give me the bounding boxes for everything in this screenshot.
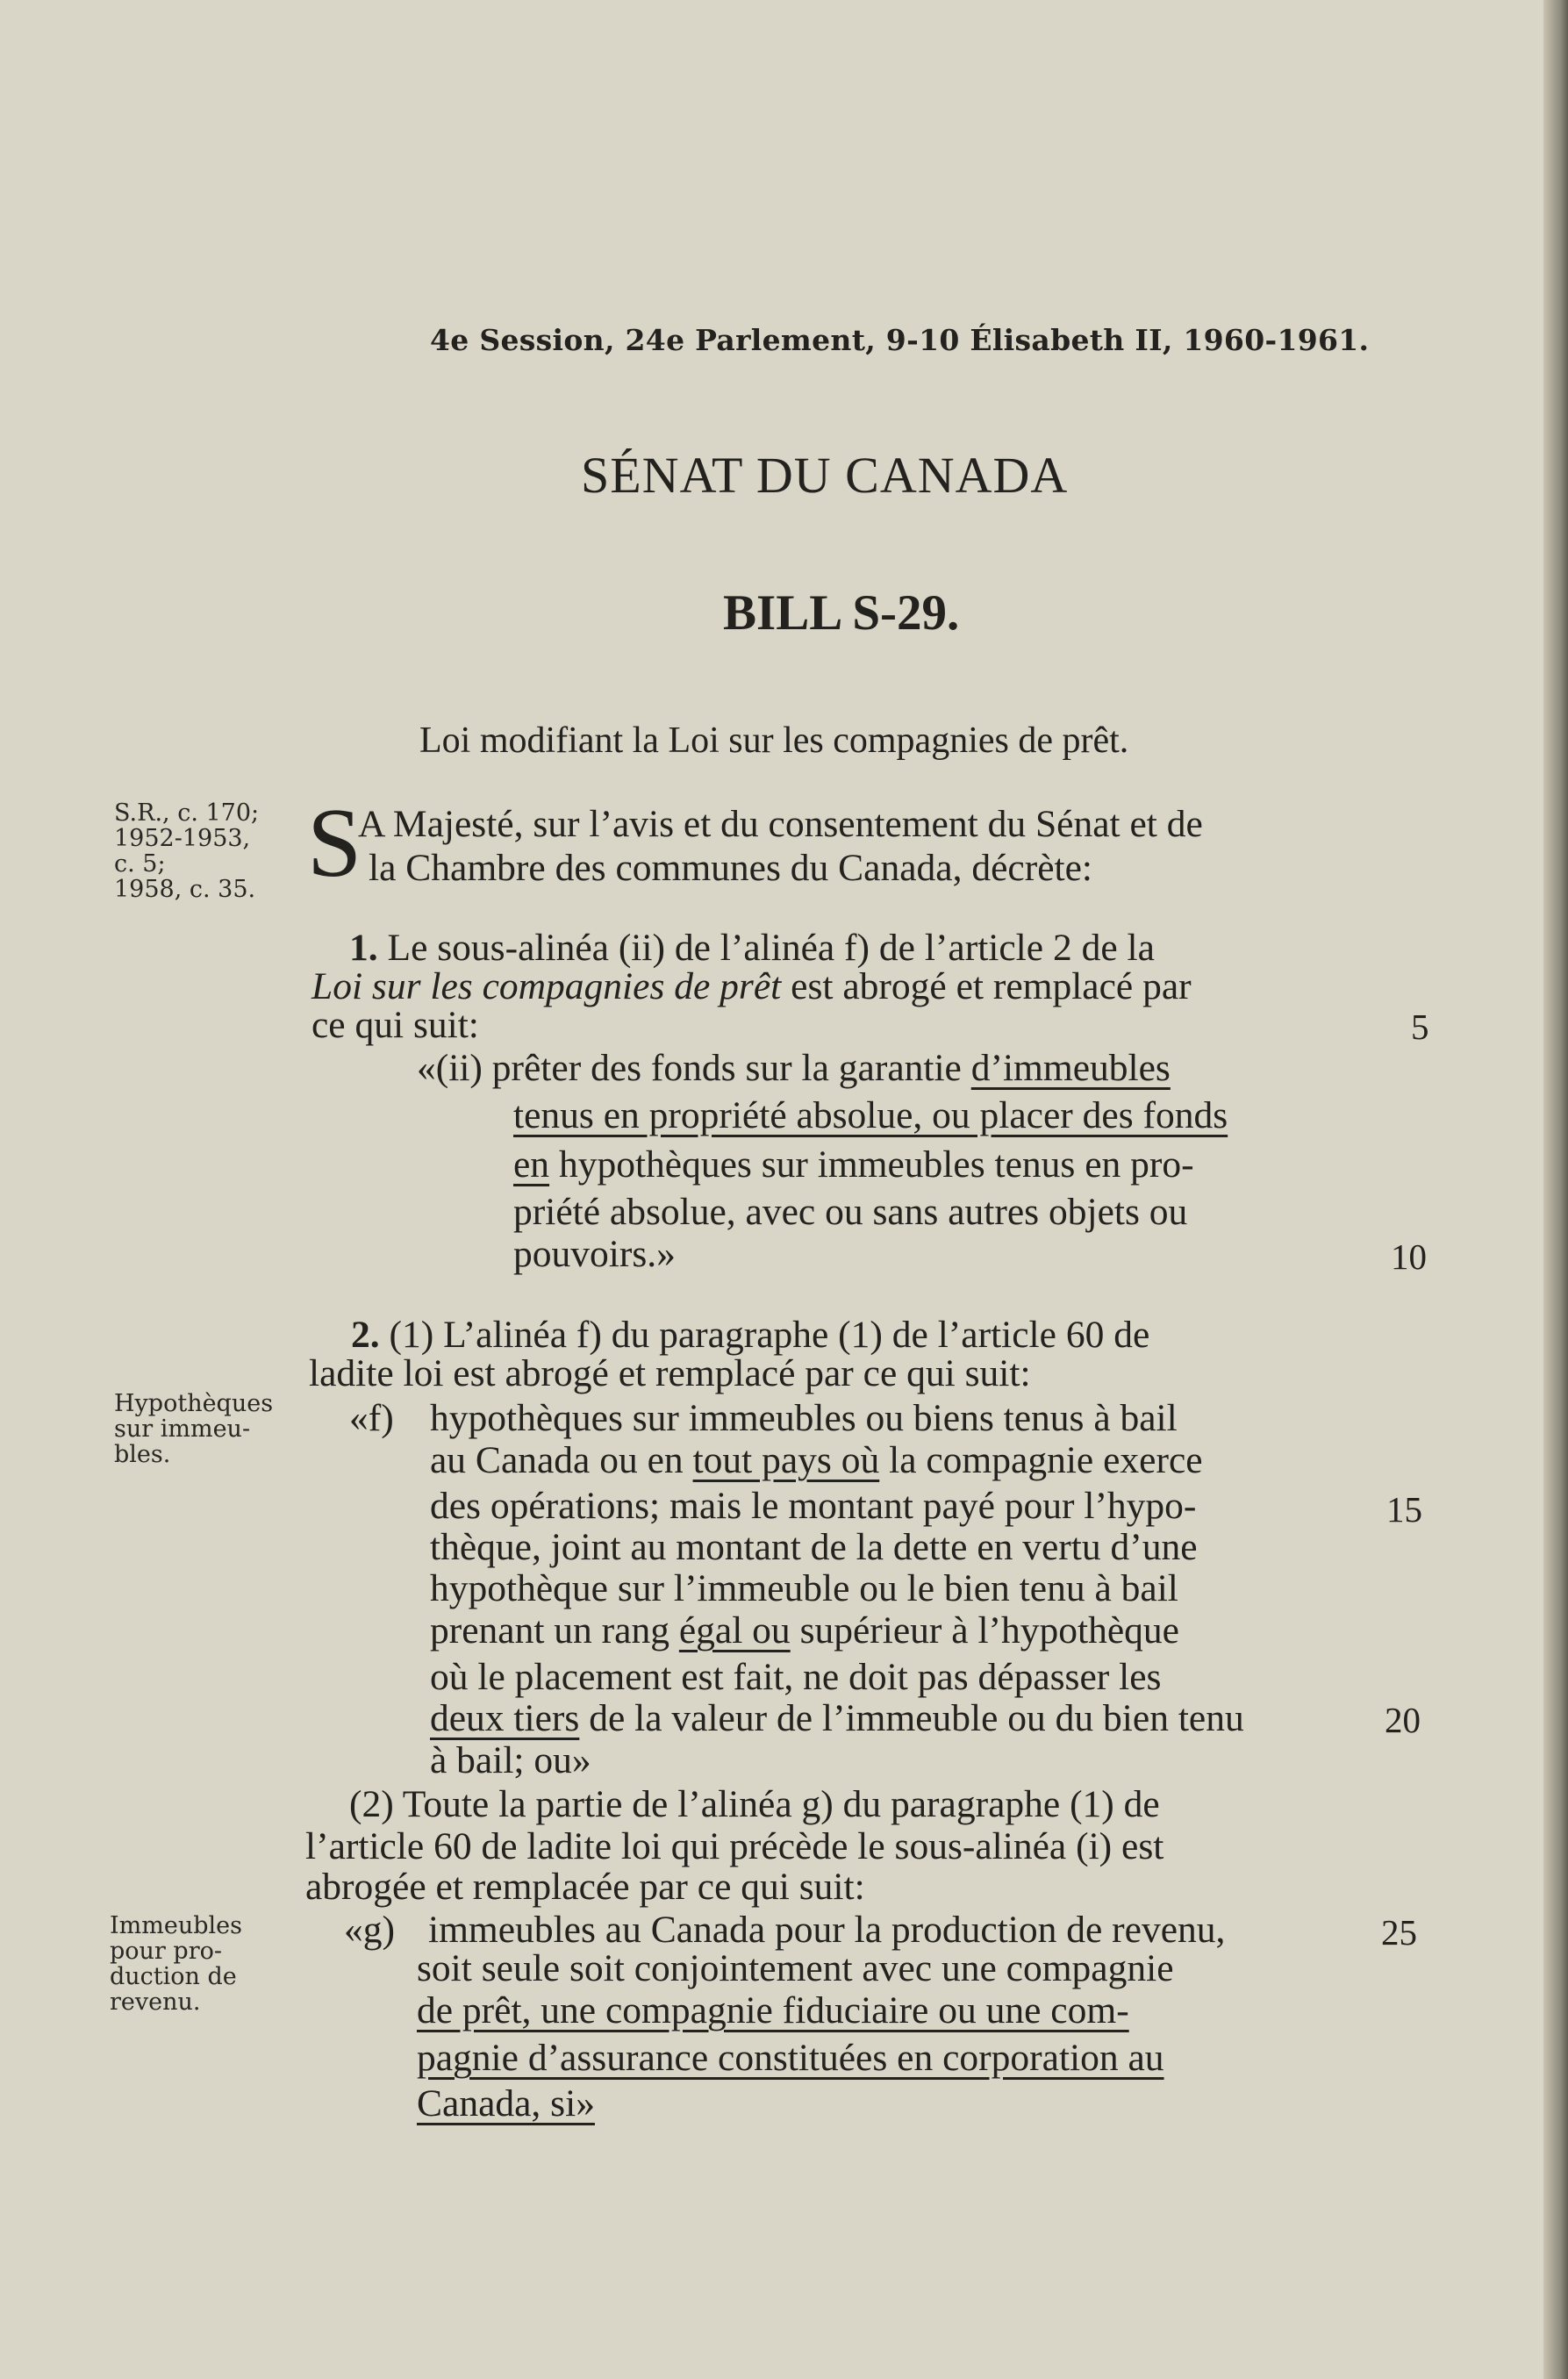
underlined-amendment: d’immeubles (970, 1047, 1171, 1089)
section-1-line: ce qui suit: (311, 1004, 479, 1046)
section-2-line: hypothèque sur l’immeuble ou le bien tenu à bail (430, 1567, 1178, 1609)
margin-note-hypotheques: Hypothèques sur immeu- bles. (114, 1390, 274, 1468)
section-2-line: à bail; ou» (430, 1739, 591, 1781)
section-1-line: pouvoirs.» (513, 1233, 676, 1275)
underlined-amendment: égal ou (678, 1609, 791, 1652)
section-2-line: ladite loi est abrogé et remplacé par ce qui suit: (309, 1352, 1031, 1394)
section-2-line: l’article 60 de ladite loi qui précède le sous-alinéa (i) est (305, 1825, 1164, 1867)
line-number: 20 (1385, 1700, 1421, 1740)
underlined-amendment: tenus en propriété absolue, ou placer des fonds (513, 1094, 1228, 1136)
section-2-line: 2. (1) L’alinéa f) du paragraphe (1) de l’article 60 de (351, 1314, 1150, 1356)
margin-note-citation: S.R., c. 170; 1952-1953, c. 5; 1958, c. 35. (114, 799, 260, 903)
paragraph-marker: «f) (349, 1397, 394, 1439)
section-1-line: 1. Le sous-alinéa (ii) de l’alinéa f) de l’article 2 de la (349, 927, 1155, 969)
section-2-line: prenant un rang égal ou supérieur à l’hypothèque (430, 1609, 1179, 1652)
page-edge-shadow (1543, 0, 1568, 2379)
preamble-line: la Chambre des communes du Canada, décrète: (369, 847, 1092, 889)
underlined-amendment: tout pays où (692, 1439, 880, 1481)
section-2-line: des opérations; mais le montant payé pour l’hypo- (430, 1485, 1197, 1527)
section-1-line: priété absolue, avec ou sans autres objets ou (513, 1191, 1188, 1233)
section-2-line: au Canada ou en tout pays où la compagnie exerce (430, 1439, 1203, 1481)
line-number: 25 (1381, 1912, 1417, 1953)
section-2-line: hypothèques sur immeubles ou biens tenus à bail (430, 1397, 1178, 1439)
preamble-line: A Majesté, sur l’avis et du consentement du Sénat et de (358, 803, 1203, 845)
section-1-line (513, 1094, 1228, 1136)
section-1-line: en hypothèques sur immeubles tenus en pro- (513, 1143, 1194, 1186)
margin-note-immeubles: Immeubles pour pro- duction de revenu. (110, 1912, 242, 2016)
section-number: 2. (351, 1314, 380, 1356)
section-2-line: immeubles au Canada pour la production de revenu, (428, 1909, 1226, 1951)
senate-title: SÉNAT DU CANADA (581, 447, 1069, 504)
line-number: 10 (1391, 1236, 1427, 1277)
underlined-amendment: en (513, 1143, 550, 1186)
section-2-line: soit seule soit conjointement avec une compagnie (417, 1947, 1174, 1989)
section-2-line: où le placement est fait, ne doit pas dépasser les (430, 1656, 1162, 1698)
line-number: 5 (1411, 1007, 1429, 1047)
act-name: Loi sur les compagnies de prêt (311, 965, 782, 1007)
section-2-line: thèque, joint au montant de la dette en vertu d’une (430, 1526, 1198, 1568)
section-2-line: abrogée et remplacée par ce qui suit: (305, 1866, 865, 1908)
underlined-amendment: deux tiers (430, 1697, 580, 1739)
bill-title: Loi modifiant la Loi sur les compagnies de prêt. (419, 720, 1129, 761)
section-1-line: «(ii) prêter des fonds sur la garantie d’immeubles (417, 1047, 1171, 1089)
underlined-amendment: pagnie d’assurance constituées en corporation au (417, 2037, 1164, 2079)
section-number: 1. (349, 927, 378, 969)
section-2-line (417, 2037, 1164, 2079)
section-2-line (417, 1989, 1129, 2031)
underlined-amendment: Canada, si» (417, 2082, 595, 2125)
line-number: 15 (1386, 1489, 1422, 1530)
drop-cap: S (307, 789, 362, 898)
section-2-line (417, 2082, 595, 2125)
underlined-amendment: de prêt, une compagnie fiduciaire ou une com- (417, 1989, 1129, 2031)
bill-number: BILL S-29. (723, 585, 960, 641)
session-header: 4e Session, 24e Parlement, 9-10 Élisabeth II, 1960-1961. (430, 323, 1370, 357)
paragraph-marker: «g) (344, 1909, 395, 1951)
section-1-line: Loi sur les compagnies de prêt est abrogé et remplacé par (311, 965, 1192, 1007)
section-2-line: (2) Toute la partie de l’alinéa g) du paragraphe (1) de (349, 1783, 1160, 1825)
section-2-line: deux tiers de la valeur de l’immeuble ou du bien tenu (430, 1697, 1244, 1739)
